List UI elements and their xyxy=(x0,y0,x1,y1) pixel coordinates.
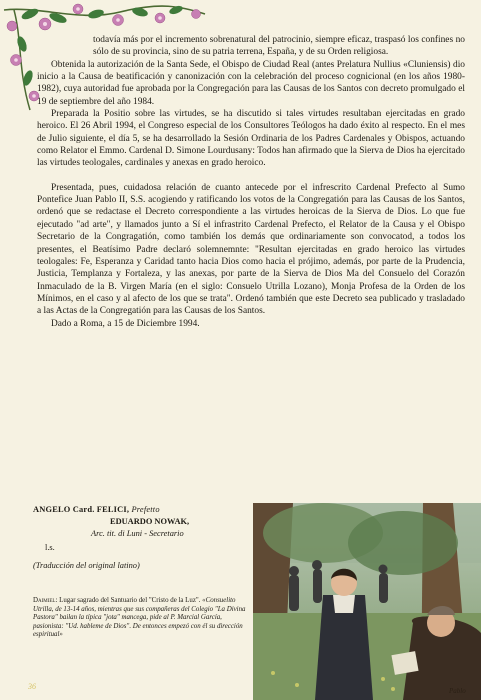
image-caption xyxy=(33,597,249,640)
page-number: 36 xyxy=(28,682,36,691)
signature-name-1: ANGELO Card. FELICI, xyxy=(33,505,130,514)
caption-quote: «Consuelito Utrilla, de 13-14 años, mientras que sus compañeras del Colegio "La Divina Pastora" bailan la típica "jota" mancega, pide al P. Marcial García, pasionista: "Ud. hableme de Dios". De entonces empezó con él su dirección espiritual» xyxy=(33,597,246,639)
paragraph-4: Presentada, pues, cuidadosa relación de cuanto antecede por el infrescrito Cardenal Prefecto al Sumo Pontefice Juan Pablo II, S.S. acogiendo y ratificando los votos de la Congregatión para las Causas de los Santos, ordenó que se redactase el Decreto correspondiente a las virtudes heroicas de la Sierva de Dios. Lo que fue ejecutado "ad arte", y llamados junto a Sí el infrastrito Cardenal Prefecto, el Relator de la Causa y el Obispo Secretario de la Congragatión, como también los demás que ordinariamente son convocatod, a todos los presentes, el Beatísimo Padre declaró solemnemnte: "Resultan ejercitadas en grado heroico las virtudes teologales: Fe, Esperanza y Caridad tanto hacia Dios como hacia el prójimo, además, por parte de la Prudencia, Justicia, Templanza y Fortaleza, y las anexas, por parte de la Sierva de Dios Ma del Consuelo del Corazón Inmaculado de la B. Virgen María (en el siglo: Consuelo Utrilla Lozano), Monja Profesa de la Orden de los Mínimos, en el caso y al afecto de los que se trata". Ordenó también que este Decreto sea publicado y trasladado a las Actas de la Congregatión para las Causas de los Santos. xyxy=(37,182,465,317)
painter-signature: Pablo xyxy=(449,687,466,695)
caption-text: Lugar sagrado del Santuario del "Cristo de la Luz". xyxy=(59,597,201,604)
paragraph-1: todavía más por el incremento sobrenatural del patrocinio, siempre eficaz, traspasó los confines no sólo de su provincia, sino de su patria terrena, España, y de su Orden religiosa. xyxy=(93,35,465,58)
signature-secretary: EDUARDO NOWAK, xyxy=(110,517,190,526)
seal-mark: l.s. xyxy=(45,543,55,552)
signature-prefect xyxy=(33,504,253,516)
paragraph-2: Obtenida la autorización de la Santa Sede, el Obispo de Ciudad Real (antes Prelatura Nullius «Cluniensis) dio inicio a la Causa de beatificación y canonización con la celebración del proceso cognicional (en los años 1980-1982), cuya autoridad fue aprobada por la Congregación para las Causas de los Santos con decreto promulgado el 19 de septiembre del año 1984. xyxy=(37,59,465,107)
painting-illustration xyxy=(253,503,481,700)
signature-block xyxy=(33,504,253,572)
caption-place: Daimiel: xyxy=(33,597,58,604)
decree-body xyxy=(37,34,465,330)
signature-role-1: Prefetto xyxy=(131,505,160,514)
translation-note: (Traducción del original latino) xyxy=(33,561,140,570)
signature-role-2: Arc. tit. di Luni - Secretario xyxy=(91,529,184,538)
paragraph-3: Preparada la Positio sobre las virtudes, se ha discutido si tales virtudes resultaban ejercitadas en grado heroico. El 26 Abril 1994, el Congreso especial de los Consultores Teólogos ha dado éxito al respecto. En el mes de Julio siguiente, el día 5, se ha desarrollado la Sesión Ordinaria de los Padres Cardenales y Obispos, actuando como Relator el Emmo. Cardenal D. Simone Lourdusany: Todos han afirmado que la Sierva de Dios ha ejercitado las virtudes teologales, cardinales y anexas en grado heroico. xyxy=(37,109,465,169)
painting-scene xyxy=(253,503,481,700)
paragraph-5: Dado a Roma, a 15 de Diciembre 1994. xyxy=(51,318,200,329)
